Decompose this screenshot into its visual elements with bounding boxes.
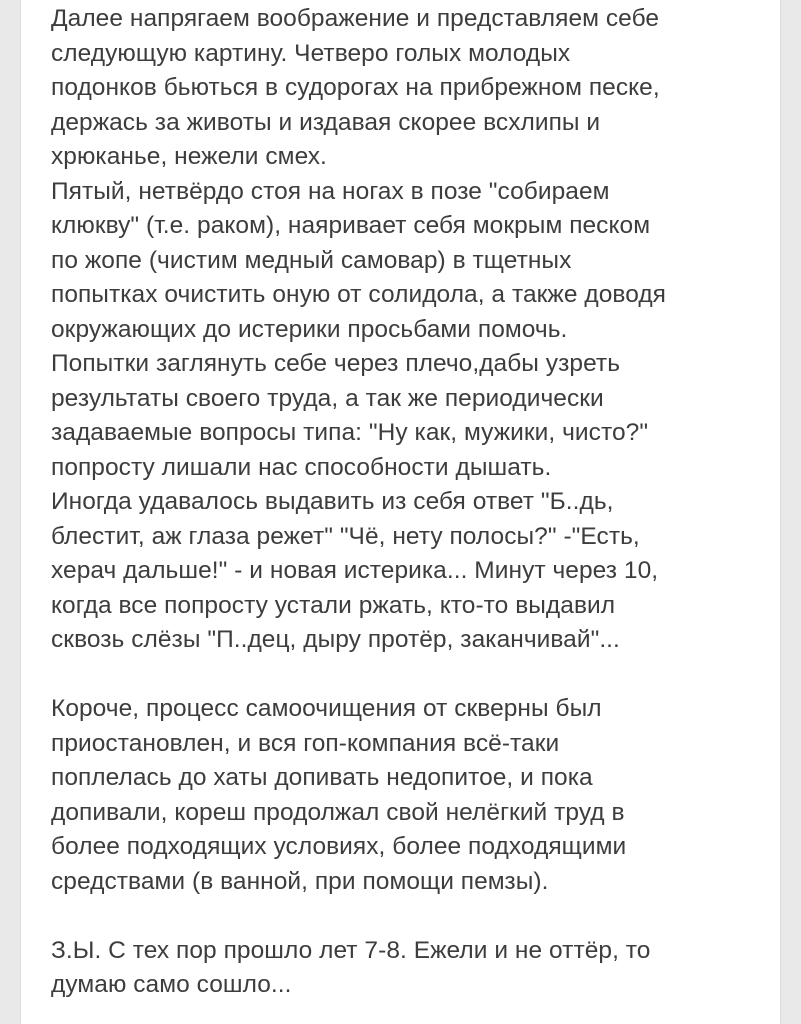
text-line: поплелась до хаты допивать недопитое, и пока [51,764,593,791]
text-line: блестит, аж глаза режет" "Чё, нету полосы?" -"Есть, [51,522,640,550]
text-line: приостановлен, и вся гоп-компания всё-таки [51,729,560,757]
text-line: допивали, кореш продолжал свой нелёгкий труд в [51,798,625,826]
text-line: окружающих до истерики просьбами помочь. [51,315,568,343]
text-line: Иногда удавалось выдавить из себя ответ "Б..дь, [51,488,614,515]
text-line: Пятый, нетвёрдо стоя на ногах в позе "собираем [51,177,610,205]
text-line: следующую картину. Четверо голых молодых [51,39,571,67]
post-body [51,2,771,1003]
text-line: думаю само сошло... [51,971,292,998]
text-line: Попытки заглянуть себе через плечо,дабы узреть [51,350,621,377]
text-line: результаты своего труда, а так же периодически [51,384,604,412]
text-line: хрюканье, нежели смех. [51,143,327,170]
text-line: когда все попросту устали ржать, кто-то выдавил [51,591,616,619]
text-line: по жопе (чистим медный самовар) в тщетных [51,246,572,274]
paragraph-2 [51,692,771,899]
text-line: держась за животы и издавая скорее всхлипы и [51,108,601,136]
text-line: подонков бьються в судорогах на прибрежном песке, [51,74,660,101]
paragraph-gap [51,899,771,934]
paragraph-3 [51,934,771,1003]
text-line: Далее напрягаем воображение и представляем себе [51,5,660,32]
text-line: задаваемые вопросы типа: "Ну как, мужики, чисто?" [51,419,649,446]
text-line: попросту лишали нас способности дышать. [51,453,552,481]
text-line: сквозь слёзы "П..дец, дыру протёр, заканчивай"... [51,626,620,653]
post-page [20,0,781,1024]
text-line: херач дальше!" - и новая истерика... Минут через 10, [51,557,659,584]
text-line: Короче, процесс самоочищения от скверны был [51,695,602,722]
text-line: более подходящих условиях, более подходящими [51,833,627,860]
text-line: средствами (в ванной, при помощи пемзы). [51,867,549,895]
paragraph-gap [51,658,771,693]
paragraph-1 [51,2,771,658]
text-line: З.Ы. С тех пор прошло лет 7-8. Ежели и не оттёр, то [51,936,651,964]
text-line: попытках очистить оную от солидола, а также доводя [51,281,666,308]
text-line: клюкву" (т.е. раком), наяривает себя мокрым песком [51,212,651,239]
